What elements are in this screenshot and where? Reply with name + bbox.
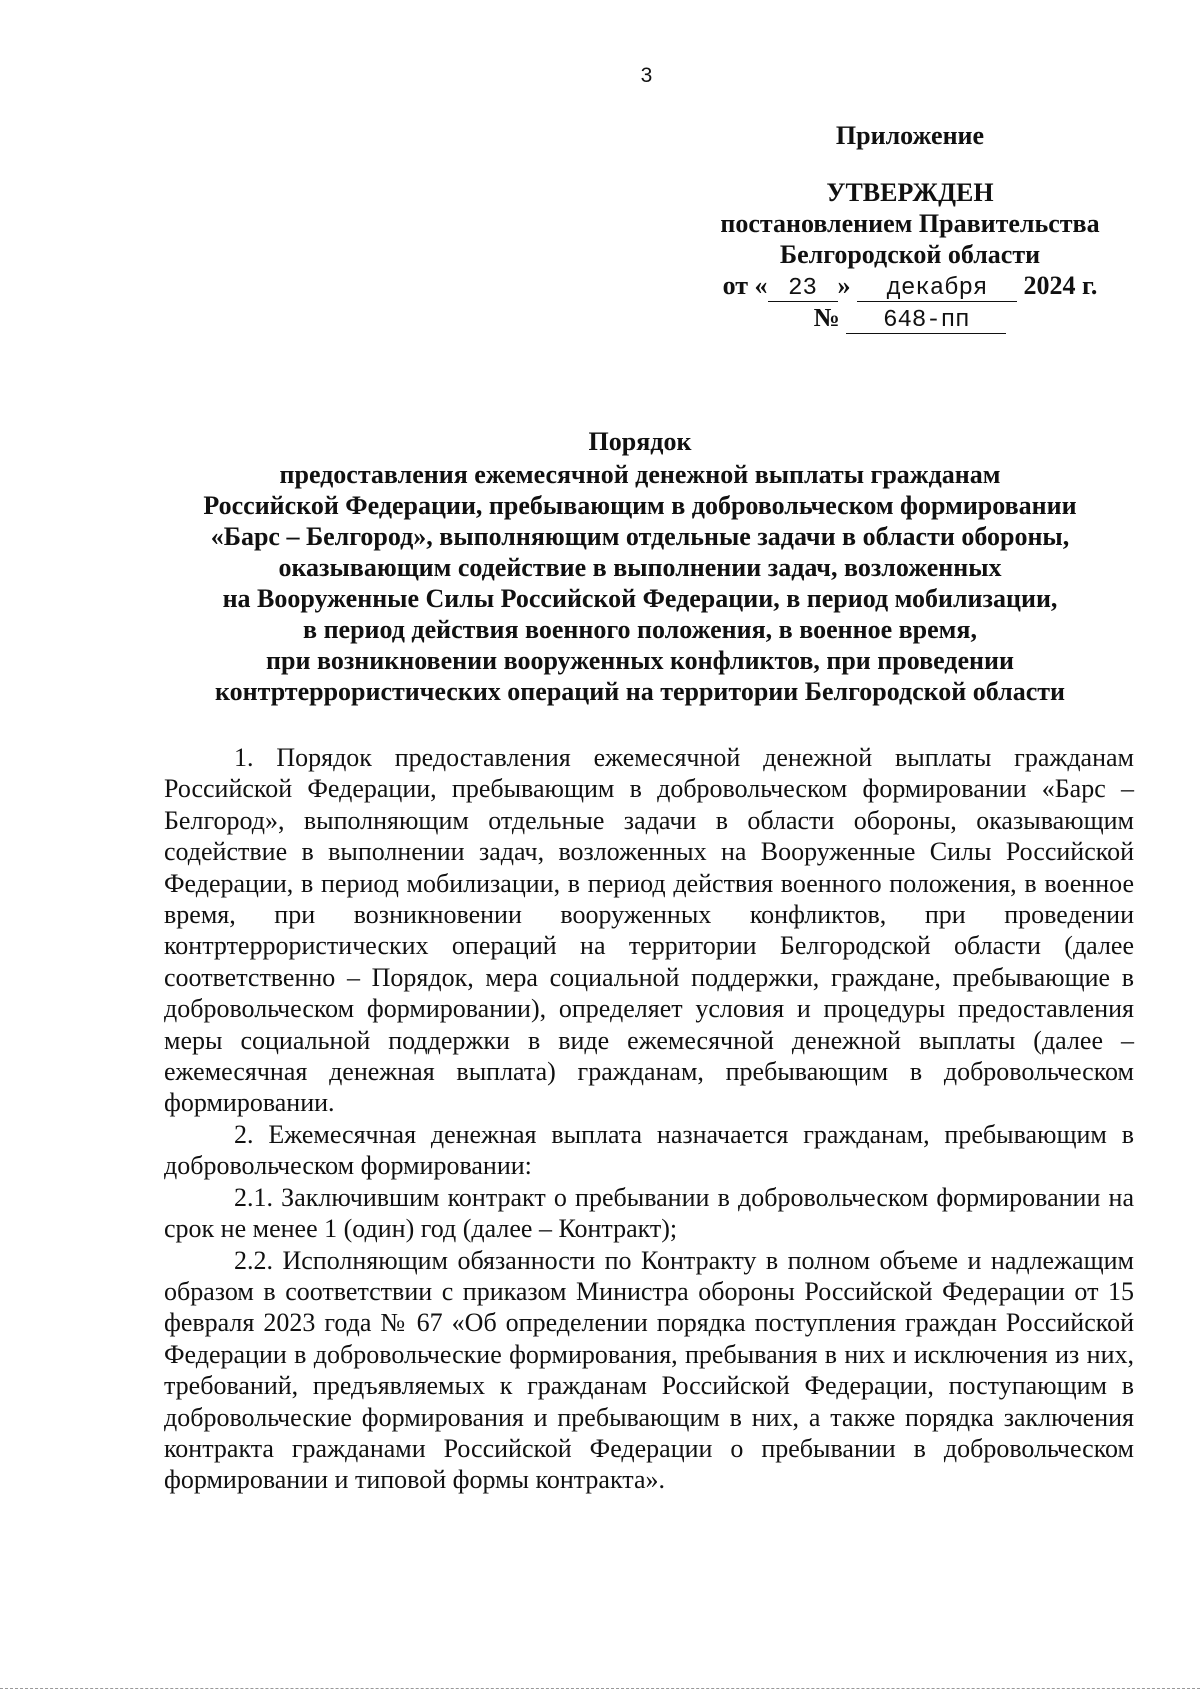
title-line: при возникновении вооруженных конфликтов, при проведении: [266, 646, 1014, 675]
title-line: контртеррористических операций на территории Белгородской области: [214, 677, 1065, 706]
approval-stamp-block: [690, 120, 1130, 334]
paragraph-2-1: 2.1. Заключившим контракт о пребывании в добровольческом формировании на срок не менее 1 (один) год (далее – Контракт);: [164, 1182, 1134, 1244]
appendix-label: Приложение: [835, 121, 985, 150]
document-body: [164, 742, 1134, 1496]
title-line: Российской Федерации, пребывающим в добровольческом формировании: [203, 491, 1077, 520]
paragraph-2: 2. Ежемесячная денежная выплата назначается гражданам, пребывающим в добровольческом формировании:: [164, 1119, 1134, 1181]
title-main: Порядок: [588, 427, 692, 456]
approval-number-line: [690, 302, 1130, 334]
date-mid: »: [837, 271, 851, 300]
document-number: 648-пп: [846, 309, 1006, 334]
paragraph-1: 1. Порядок предоставления ежемесячной денежной выплаты гражданам Российской Федерации, пребывающим в добровольческом формировании «Барс – Белгород», выполняющим отдельные задачи в области обороны, оказывающим содействие в выполнении задач, возложенных на Вооруженные Силы Российской Федерации, в период мобилизации, в период действия военного положения, в военное время, при возникновении вооруженных конфликтов, при проведении контртеррористических операций на территории Белгородской области (далее соответственно – Порядок, мера социальной поддержки, граждане, пребывающие в добровольческом формировании), определяет условия и процедуры предоставления меры социальной поддержки в виде ежемесячной денежной выплаты (далее – ежемесячная денежная выплата) гражданам, пребывающим в добровольческом формировании.: [164, 743, 1134, 1118]
number-prefix: №: [813, 303, 840, 332]
approval-line-1: постановлением Правительства: [720, 209, 1100, 238]
paragraph-2-2: 2.2. Исполняющим обязанности по Контракту в полном объеме и надлежащим образом в соответствии с приказом Министра обороны Российской Федерации от 15 февраля 2023 года № 67 «Об определении порядка поступления граждан Российской Федерации в добровольческие формирования, пребывания в них и исключения из них, требований, предъявляемых к гражданам Российской Федерации, поступающим в добровольческие формирования и пребывающим в них, а также порядка заключения контракта гражданами Российской Федерации о пребывании в добровольческом формировании и типовой формы контракта».: [164, 1245, 1134, 1495]
date-year: 2024 г.: [1023, 271, 1098, 300]
title-line: на Вооруженные Силы Российской Федерации, в период мобилизации,: [222, 584, 1058, 613]
approval-line-2: Белгородской области: [779, 240, 1041, 269]
document-title: [140, 426, 1140, 707]
title-line: оказывающим содействие в выполнении задач, возложенных: [278, 553, 1002, 582]
date-prefix: от «: [722, 271, 768, 300]
approved-label: УТВЕРЖДЕН: [826, 178, 994, 207]
page-edge-line: [0, 1688, 1200, 1689]
title-line: «Барс – Белгород», выполняющим отдельные задачи в области обороны,: [210, 522, 1070, 551]
approval-date-line: [690, 270, 1130, 302]
title-line: в период действия военного положения, в военное время,: [303, 615, 977, 644]
date-month: декабря: [857, 277, 1017, 302]
page-number: 3: [640, 64, 653, 87]
date-day: 23: [768, 277, 838, 302]
title-line: предоставления ежемесячной денежной выплаты гражданам: [279, 460, 1001, 489]
